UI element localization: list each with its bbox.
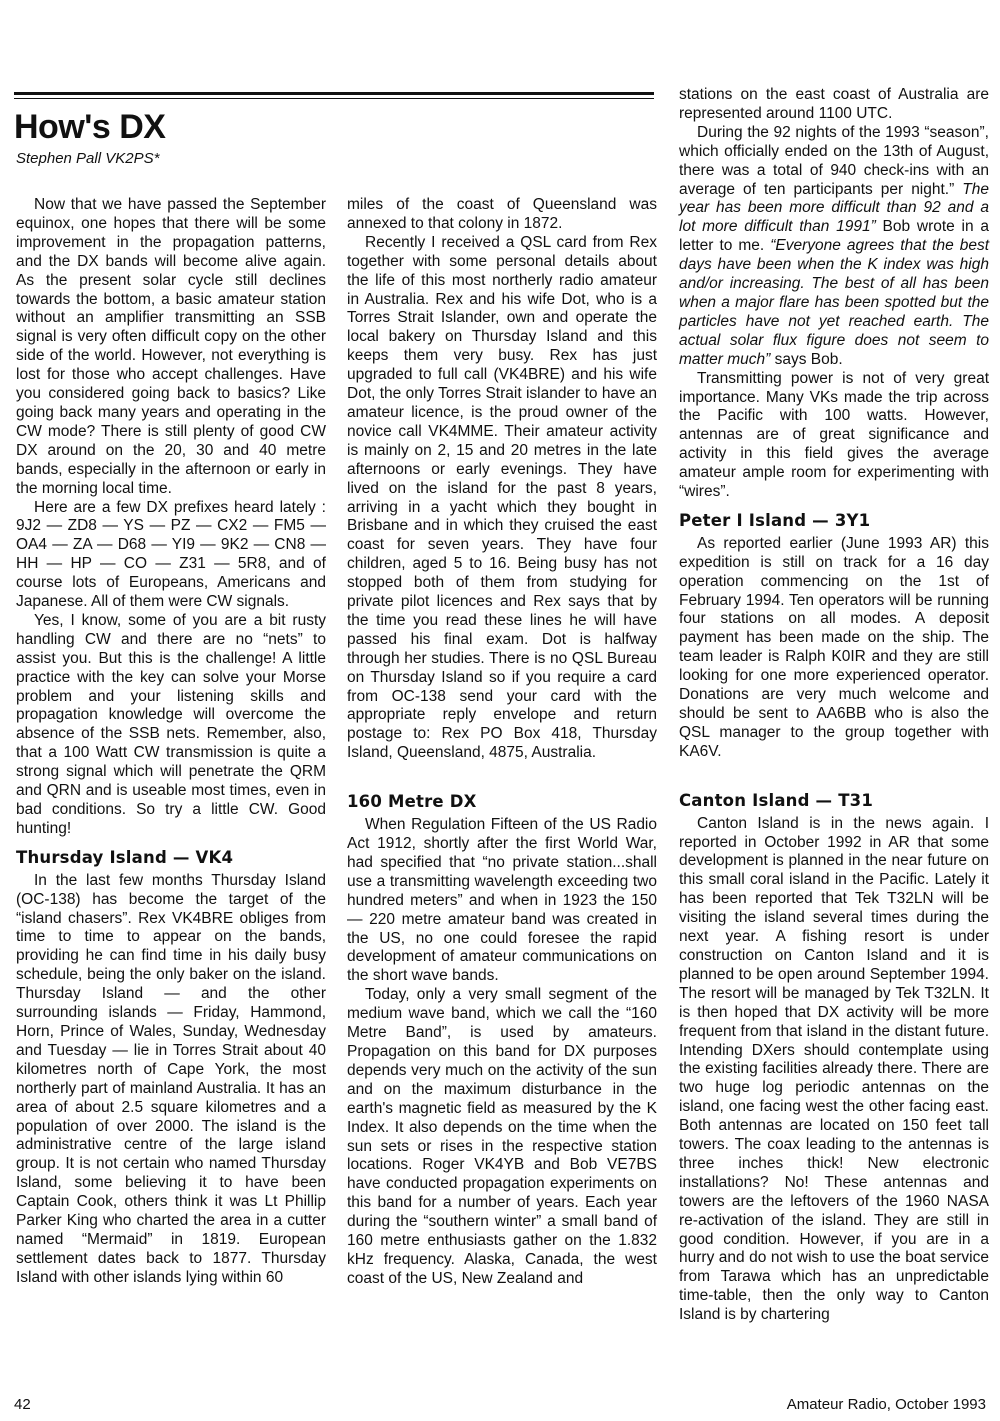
header-rule-thin bbox=[14, 98, 654, 99]
paragraph: Canton Island is in the news again. I reported in October 1992 in AR that some development is planned in the near future on this small coral island in the Pacific. Lately it has been reported that Tek T32LN will be visiting the island several times during the next year. A fishing resort is under construction on Canton Island and it is planned to be open around September 1994. The resort will be managed by Tek T32LN. It is then hoped that DX activity will be more frequent from that island in the distant future. Intending DXers should contemplate using the existing facilities already there. There are two huge log periodic antennas on the island, one facing west the other facing east. Both antennas are located on 150 feet tall towers. The coax leading to the antennas is three inches thick! New electronic installations? No! These antennas and towers are the leftovers of the 1960 NASA re-activation of the island. They are still in good condition. However, if you are in a hurry and do not wish to use the boat service from Tarawa which has an unpredictable time-table, then the only way to Canton Island is by chartering bbox=[679, 814, 989, 1324]
paragraph: When Regulation Fifteen of the US Radio Act 1912, shortly after the first World War, had specified that “no private station...shall use a transmitting wavelength exceeding two hundred meters” and when in 1923 the 150 — 220 metre amateur band was created in the US, no one could foresee the rapid development of amateur communications on the short wave bands. bbox=[347, 816, 657, 985]
text-run: During the 92 nights of the 1993 “season”, which officially ended on the 13th of August, there was a total of 940 check-ins with an average of ten participants per night.” bbox=[679, 123, 989, 198]
text-run: says Bob. bbox=[774, 350, 843, 368]
paragraph: Now that we have passed the September equinox, one hopes that there will be some improvement in the propagation patterns, and the DX bands will become alive again. As the present solar cycle still declines towards the bottom, a basic amateur station without an amplifier transmitting an SSB signal is very often difficult copy on the other side of the world. However, not everything is lost for those who accept challenges. Have you considered going back to basics? Like going back many years and operating in the CW mode? There is still plenty of good CW DX around on the 20, 30 and 40 metre bands, especially in the afternoon or early in the morning local time. bbox=[16, 196, 326, 497]
column-1 bbox=[16, 196, 326, 1288]
quote-italic: The year has been more difficult than 92 and a lot more difficult than 1991” bbox=[679, 180, 990, 236]
paragraph: Recently I received a QSL card from Rex together with some personal details about the life of this most northerly radio amateur in Australia. Rex and his wife Dot, who is a Torres Strait Islander, own and operate the local bakery on Thursday Island and this keeps them very busy. Rex has just upgraded to full call (VK4BRE) and his wife Dot, the only Torres Strait islander to have an amateur licence, is the proud owner of the novice call VK4MME. Their amateur activity is mainly on 2, 15 and 20 metres in the late afternoons or early evenings. They have lived on the island for the past 8 years, arriving in a yacht which they bought in Brisbane and in which they cruised the east coast for seven years. They have four children, aged 5 to 16. Being busy has not stopped both of them from studying for private pilot licences and Rex says that by the time you read these lines he will have passed his final exam. Dot is halfway through her studies. There is no QSL Bureau on Thursday Island so if you require a card from OC-138 send your card with the appropriate reply envelope and return postage to: Rex PO Box 418, Thursday Island, Queensland, 4875, Australia. bbox=[347, 233, 657, 762]
article-title: How's DX bbox=[14, 108, 166, 146]
section-heading-thursday-island: Thursday Island — VK4 bbox=[16, 847, 234, 867]
paragraph: Here are a few DX prefixes heard lately : 9J2 — ZD8 — YS — PZ — CX2 — FM5 — OA4 — ZA — D68 — YI9 — 9K2 — CN8 — HH — HP — CO — Z31 — 5R8, and of course lots of Europeans, Americans and Japanese. All of them were CW signals. bbox=[16, 498, 326, 611]
paragraph: Transmitting power is not of very great importance. Many VKs made the trip across the Pacific with 100 watts. However, antennas are of great significance and activity in this field gives the average amateur ample room for experimenting with “wires”. bbox=[679, 369, 989, 501]
paragraph: Yes, I know, some of you are a bit rusty handling CW and there are no “nets” to assist you. But this is the challenge! A little practice with the key can solve your Morse problem and your listening skills and propagation knowledge will overcome the absence of the SSB nets. Remember, also, that a 100 Watt CW transmission is quite a strong signal which will penetrate the QRM and QRN and is useable most times, even in bad conditions. So try a little CW. Good hunting! bbox=[16, 611, 326, 837]
column-2 bbox=[347, 196, 657, 1289]
paragraph: miles of the coast of Queensland was annexed to that colony in 1872. bbox=[347, 196, 657, 232]
header-rule bbox=[14, 92, 654, 95]
page-number: 42 bbox=[14, 1396, 31, 1413]
paragraph: stations on the east coast of Australia are represented around 1100 UTC. bbox=[679, 86, 989, 122]
article-byline: Stephen Pall VK2PS* bbox=[16, 150, 160, 167]
paragraph bbox=[679, 124, 989, 370]
section-heading-160-metre-dx: 160 Metre DX bbox=[347, 792, 477, 812]
paragraph: In the last few months Thursday Island (OC-138) has become the target of the “island chasers”. Rex VK4BRE obliges from time to time to appear on the bands, providing he can find time in his daily busy schedule, being the only baker on the island. Thursday Island — and the other surrounding islands — Friday, Hammond, Horn, Prince of Wales, Sunday, Wednesday and Tuesday — lie in Torres Strait about 40 kilometres north of Cape York, the most northerly part of mainland Australia. It has an area of about 2.5 square kilometres and a population of over 2000. The island is the administrative centre of the large island group. It is not certain who named Thursday Island, some believing it to have been Captain Cook, others think it was Lt Phillip Parker King who charted the area in a cutter named “Mermaid” in 1819. European settlement dates back to 1877. Thursday Island with other islands lying within 60 bbox=[16, 871, 326, 1286]
paragraph: As reported earlier (June 1993 AR) this expedition is still on track for a 16 day operation commencing on the 1st of February 1994. Ten operators will be running four stations on all modes. A deposit payment has been made on the ship. The team leader is Ralph K0IR and they are still looking for one more experienced operator. Donations are very much welcome and should be sent to AA6BB who is also the QSL manager to the group together with KA6V. bbox=[679, 534, 989, 760]
publication-footer: Amateur Radio, October 1993 bbox=[786, 1396, 986, 1413]
quote-italic: “Everyone agrees that the best days have been when the K index was high and/or increasing. The best of all has been when a major flare has been spotted but the particles have not yet reached earth. The actual solar flux figure does not seem to matter much” bbox=[679, 237, 989, 368]
text-run: Bob wrote in a letter to me. bbox=[679, 218, 989, 255]
section-heading-canton-island: Canton Island — T31 bbox=[679, 790, 874, 810]
column-3 bbox=[679, 86, 989, 1325]
paragraph: Today, only a very small segment of the medium wave band, which we call the “160 Metre Band”, is used by amateurs. Propagation on this band for DX purposes depends very much on the activity of the sun and on the maximum disturbance in the earth's magnetic field as measured by the K Index. It also depends on the time when the sun sets or rises in the respective station locations. Roger VK4YB and Bob VE7BS have conducted propagation experiments on this band for a number of years. Each year during the “southern winter” a small band of 160 metre enthusiasts gather on the 1.832 kHz frequency. Alaska, Canada, the west coast of the US, New Zealand and bbox=[347, 986, 657, 1287]
section-heading-peter-i-island: Peter I Island — 3Y1 bbox=[679, 510, 871, 530]
